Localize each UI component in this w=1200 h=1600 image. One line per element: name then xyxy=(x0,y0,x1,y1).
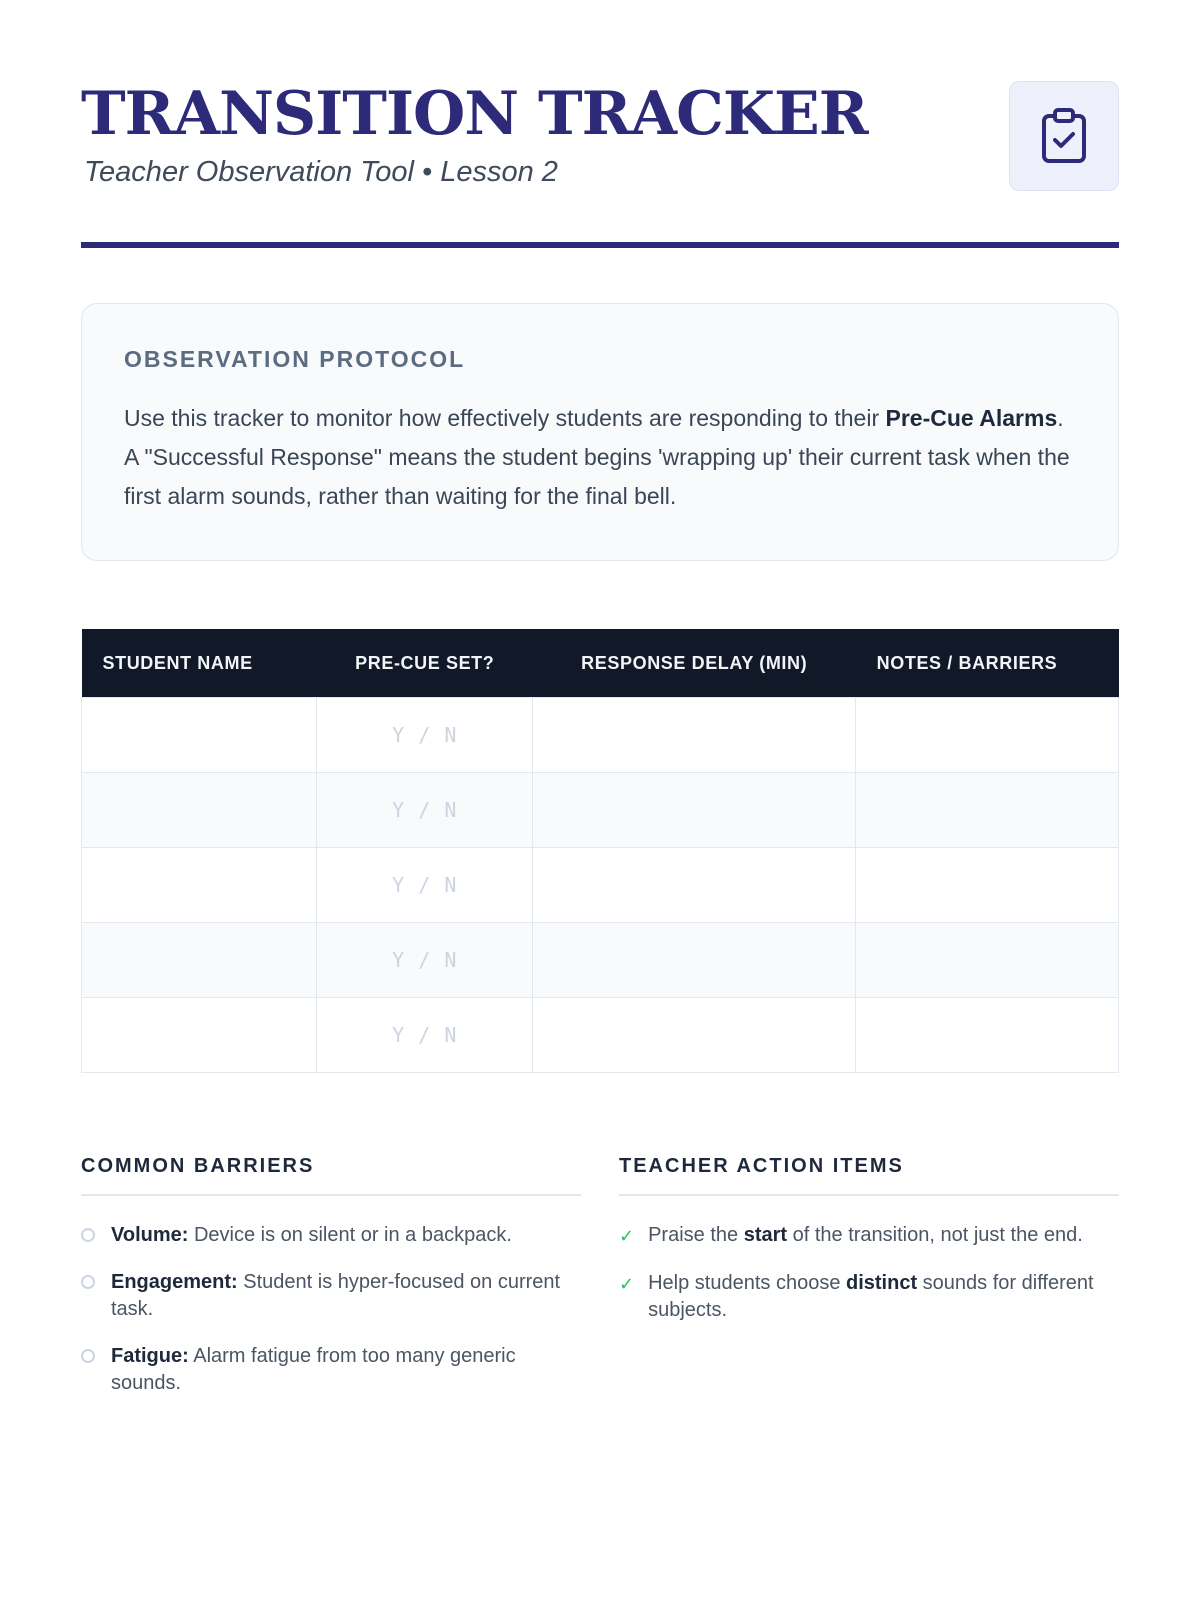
barrier-label: Volume: xyxy=(111,1224,189,1246)
barrier-description: Alarm fatigue from too many generic sounds. xyxy=(111,1345,516,1394)
page-title: TRANSITION TRACKER xyxy=(81,79,868,149)
actions-list xyxy=(619,1222,1119,1324)
response-delay-cell[interactable] xyxy=(533,848,856,923)
response-delay-cell[interactable] xyxy=(533,923,856,998)
notes-cell[interactable] xyxy=(856,698,1119,773)
table-row xyxy=(82,698,1119,773)
pre-cue-cell[interactable]: Y / N xyxy=(317,848,533,923)
barrier-text xyxy=(111,1222,512,1249)
teacher-action-items-section xyxy=(619,1155,1119,1417)
bottom-section xyxy=(81,1155,1119,1417)
column-header-response-delay: RESPONSE DELAY (MIN) xyxy=(533,629,856,698)
barrier-description: Device is on silent or in a backpack. xyxy=(188,1224,512,1246)
barrier-label: Fatigue: xyxy=(111,1345,189,1367)
check-icon: ✓ xyxy=(619,1274,635,1294)
table-row xyxy=(82,923,1119,998)
table-row xyxy=(82,998,1119,1073)
protocol-text-part-2: . A "Successful Response" means the student begins 'wrapping up' their current task when the first alarm sounds, rather than waiting for the final bell. xyxy=(124,405,1070,509)
action-text-post: sounds for different subjects. xyxy=(648,1272,1094,1321)
tracker-table xyxy=(81,629,1119,1073)
student-name-cell[interactable] xyxy=(82,773,317,848)
action-text-post: of the transition, not just the end. xyxy=(787,1224,1083,1246)
action-text-bold: distinct xyxy=(846,1272,918,1294)
circle-bullet-icon xyxy=(81,1275,95,1289)
protocol-text-bold: Pre-Cue Alarms xyxy=(885,405,1058,431)
barriers-list xyxy=(81,1222,581,1397)
table-header-row xyxy=(82,629,1119,698)
list-item xyxy=(81,1222,581,1249)
circle-bullet-icon xyxy=(81,1349,95,1363)
column-header-pre-cue-set: PRE-CUE SET? xyxy=(317,629,533,698)
page-subtitle: Teacher Observation Tool • Lesson 2 xyxy=(84,156,558,188)
column-header-student-name: STUDENT NAME xyxy=(82,629,317,698)
barrier-description: Student is hyper-focused on current task. xyxy=(111,1271,561,1320)
response-delay-cell[interactable] xyxy=(533,698,856,773)
response-delay-cell[interactable] xyxy=(533,998,856,1073)
column-header-notes-barriers: NOTES / BARRIERS xyxy=(856,629,1119,698)
common-barriers-section xyxy=(81,1155,581,1417)
student-name-cell[interactable] xyxy=(82,698,317,773)
clipboard-icon-box xyxy=(1009,81,1119,191)
check-icon: ✓ xyxy=(619,1226,635,1246)
list-item xyxy=(81,1343,581,1397)
teacher-action-items-heading: TEACHER ACTION ITEMS xyxy=(619,1155,1119,1196)
circle-bullet-icon xyxy=(81,1228,95,1242)
observation-protocol-panel xyxy=(81,303,1119,561)
header xyxy=(81,0,1119,188)
action-text-bold: start xyxy=(743,1224,788,1246)
notes-cell[interactable] xyxy=(856,998,1119,1073)
response-delay-cell[interactable] xyxy=(533,773,856,848)
barrier-text xyxy=(111,1269,581,1323)
action-text-pre: Praise the xyxy=(648,1224,744,1246)
student-name-cell[interactable] xyxy=(82,998,317,1073)
pre-cue-cell[interactable]: Y / N xyxy=(317,998,533,1073)
student-name-cell[interactable] xyxy=(82,923,317,998)
table-row xyxy=(82,848,1119,923)
table-row xyxy=(82,773,1119,848)
list-item xyxy=(619,1270,1119,1324)
clipboard-check-icon xyxy=(1040,108,1088,164)
pre-cue-cell[interactable]: Y / N xyxy=(317,773,533,848)
pre-cue-cell[interactable]: Y / N xyxy=(317,698,533,773)
protocol-heading: OBSERVATION PROTOCOL xyxy=(124,346,466,372)
notes-cell[interactable] xyxy=(856,848,1119,923)
protocol-text-part-1: Use this tracker to monitor how effectively students are responding to their xyxy=(124,405,886,431)
list-item xyxy=(81,1269,581,1323)
barrier-label: Engagement: xyxy=(111,1271,238,1293)
protocol-text xyxy=(124,399,1078,516)
notes-cell[interactable] xyxy=(856,923,1119,998)
common-barriers-heading: COMMON BARRIERS xyxy=(81,1155,581,1196)
action-text xyxy=(648,1270,1119,1324)
header-divider xyxy=(81,242,1119,248)
notes-cell[interactable] xyxy=(856,773,1119,848)
barrier-text xyxy=(111,1343,581,1397)
action-text-pre: Help students choose xyxy=(648,1272,846,1294)
pre-cue-cell[interactable]: Y / N xyxy=(317,923,533,998)
action-text xyxy=(648,1222,1083,1249)
student-name-cell[interactable] xyxy=(82,848,317,923)
list-item xyxy=(619,1222,1119,1250)
